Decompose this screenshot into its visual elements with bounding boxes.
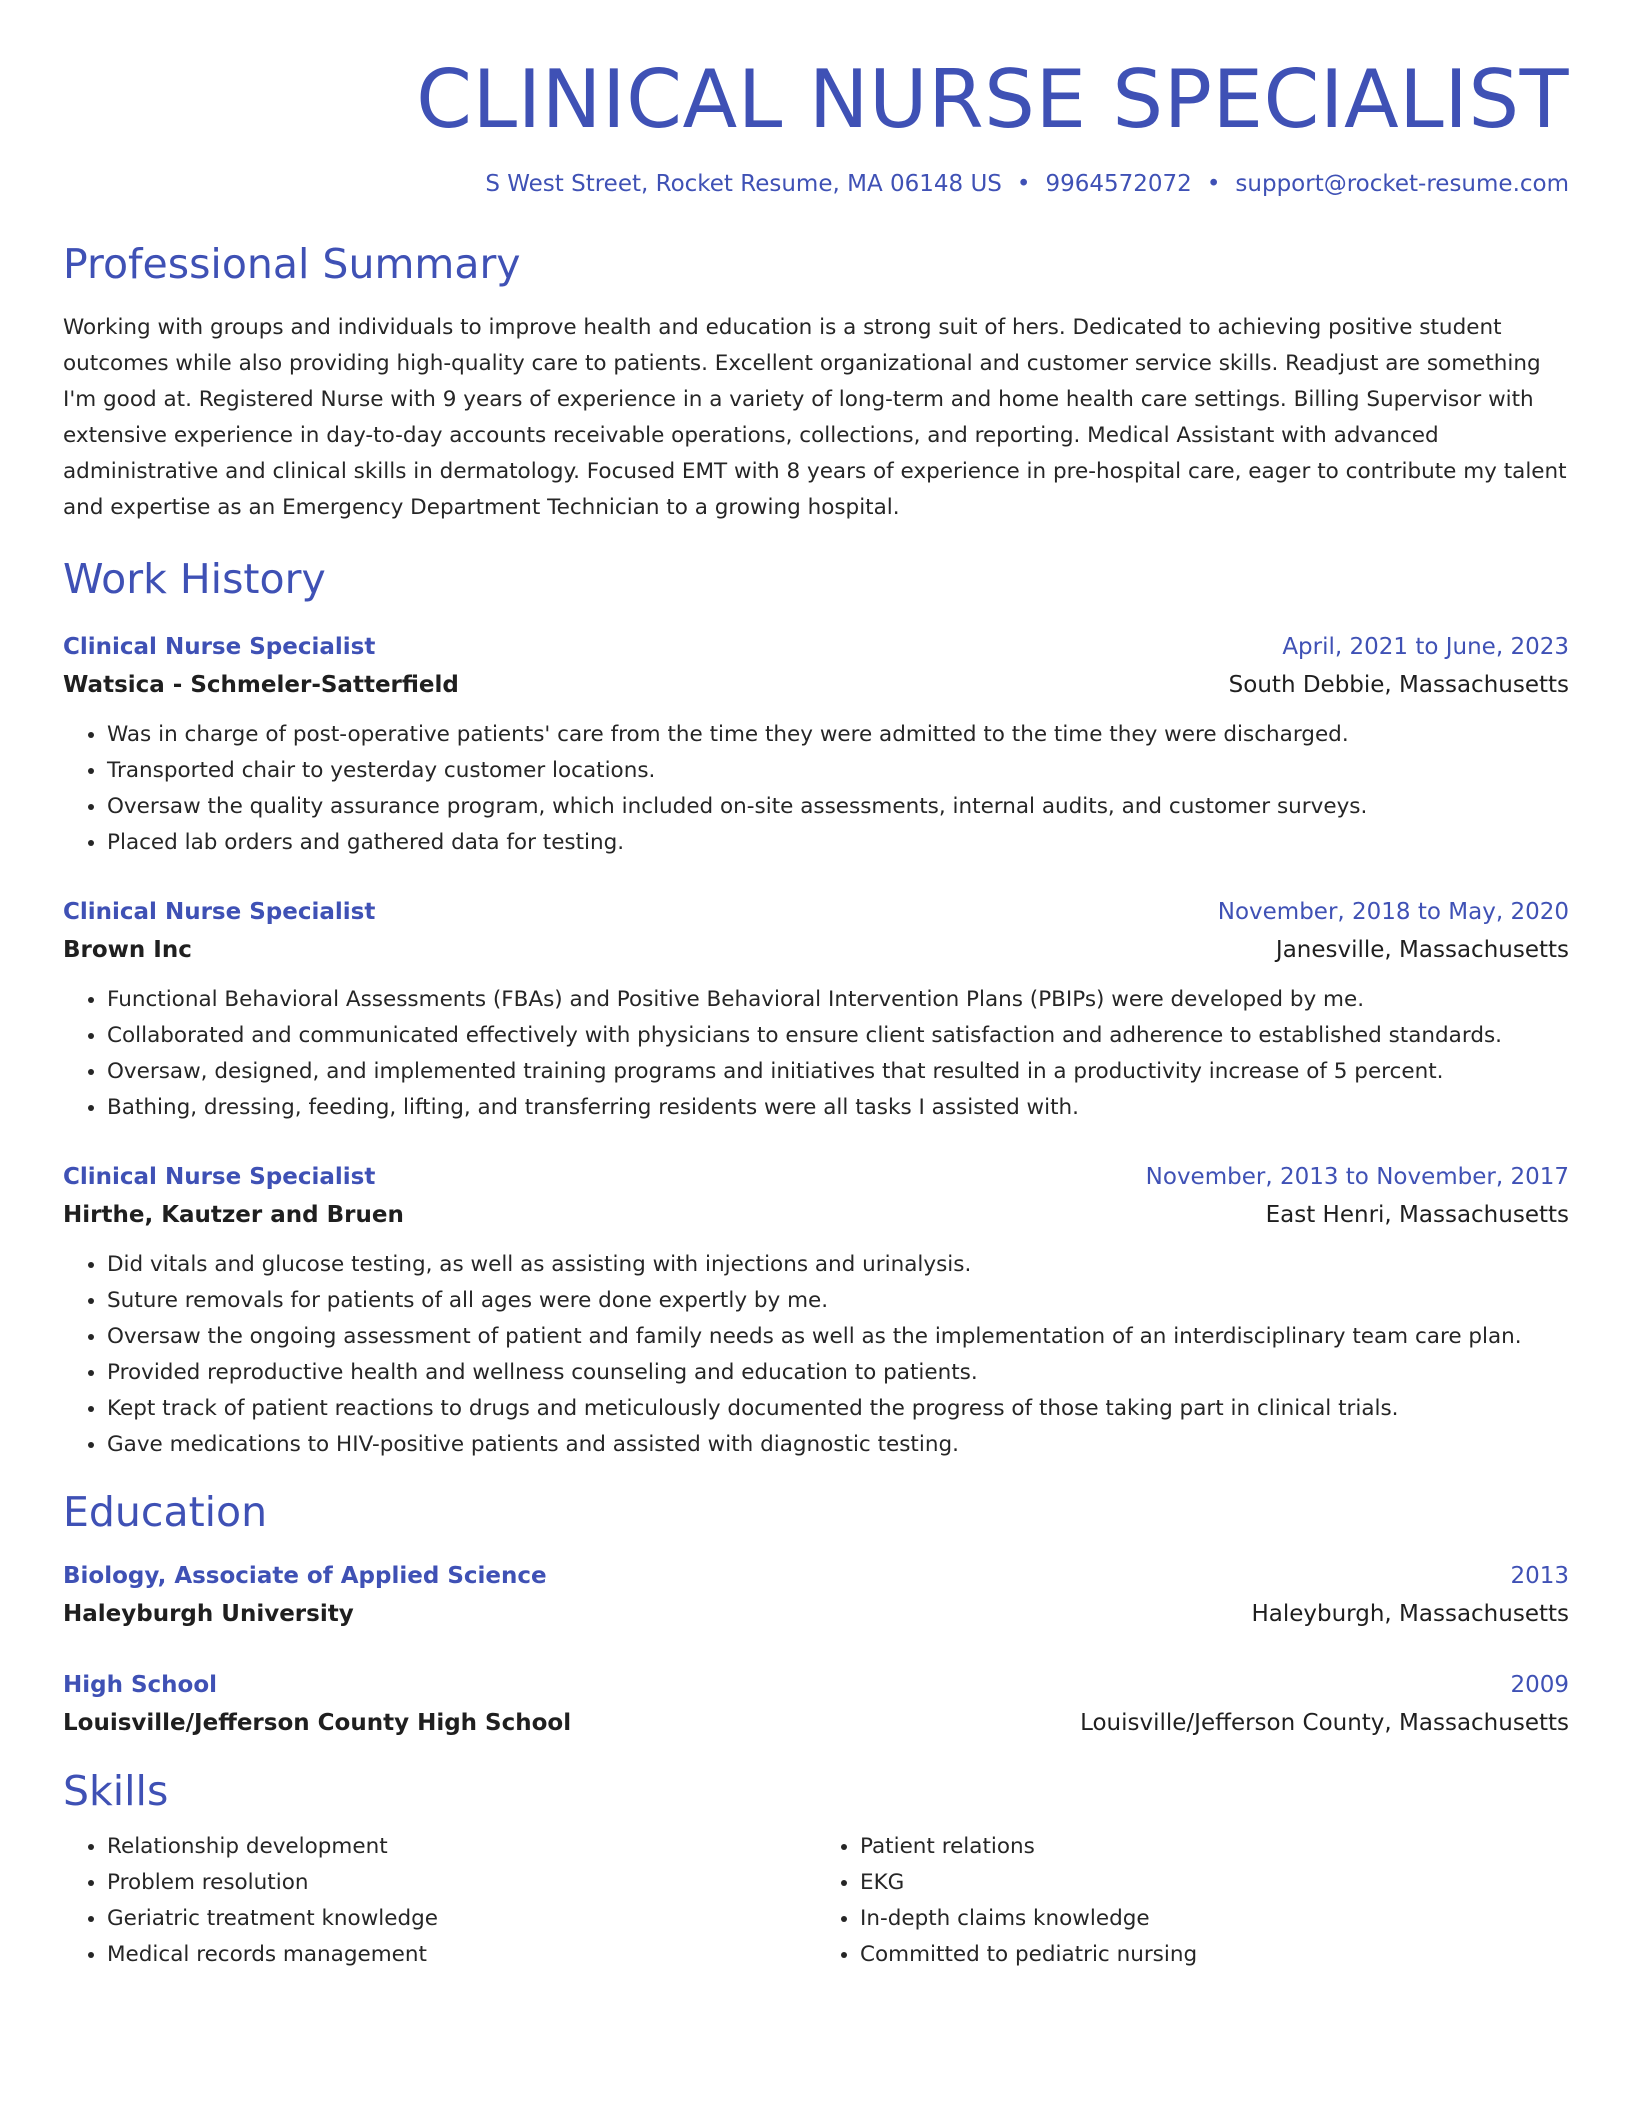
- summary-text: Working with groups and individuals to improve health and education is a strong suit of hers. Dedicated to achieving positive student outcomes while also providing high-quality care to patients. Excellent organizational and customer service skills. Readjust are something I'm good at. Registered Nurse with 9 years of experience in a variety of long-term and home health care settings. Billing Supervisor with extensive experience in day-to-day accounts receivable operations, collections, and reporting. Medical Assistant with advanced administrative and clinical skills in dermatology. Focused EMT with 8 years of experience in pre-hospital care, eager to contribute my talent and expertise as an Emergency Department Technician to a growing hospital.: [63, 315, 1567, 520]
- job-role: Clinical Nurse Specialist: [63, 634, 376, 660]
- job-company: Watsica - Schmeler-Satterfield: [63, 672, 459, 698]
- resume-name: CLINICAL NURSE SPECIALIST: [416, 53, 1569, 146]
- skill-item: • Medical records management: [107, 1937, 816, 1973]
- job-bullets: [63, 717, 1569, 861]
- skill-item: • Relationship development: [107, 1829, 816, 1865]
- job-bullet: • Functional Behavioral Assessments (FBAs) and Positive Behavioral Intervention Plans (PBIPs) were developed by me.: [107, 982, 1569, 1018]
- work-history-heading: Work History: [63, 555, 326, 603]
- education-year: 2013: [1510, 1563, 1569, 1589]
- skills-heading: Skills: [63, 1767, 169, 1815]
- summary-heading: Professional Summary: [63, 240, 521, 288]
- job-bullet: • Bathing, dressing, feeding, lifting, and transferring residents were all tasks I assisted with.: [107, 1090, 1569, 1126]
- job-role: Clinical Nurse Specialist: [63, 899, 376, 925]
- education-heading: Education: [63, 1488, 268, 1536]
- education-entry: [63, 1666, 1569, 1742]
- job-company: Hirthe, Kautzer and Bruen: [63, 1202, 404, 1228]
- job-bullet: • Did vitals and glucose testing, as well as assisting with injections and urinalysis.: [107, 1247, 1569, 1283]
- skill-item: • Patient relations: [860, 1829, 1569, 1865]
- contact-line: [63, 169, 1569, 199]
- job-bullet: • Collaborated and communicated effectively with physicians to ensure client satisfaction and adherence to established standards.: [107, 1018, 1569, 1054]
- work-entry: [63, 1158, 1569, 1463]
- job-bullets: [63, 982, 1569, 1126]
- job-bullet: • Suture removals for patients of all ages were done expertly by me.: [107, 1283, 1569, 1319]
- contact-separator: •: [1206, 171, 1221, 197]
- education-degree: Biology, Associate of Applied Science: [63, 1563, 547, 1589]
- job-bullet: • Oversaw the ongoing assessment of patient and family needs as well as the implementation of an interdisciplinary team care plan.: [107, 1319, 1569, 1355]
- skills-list-left: [63, 1829, 816, 1973]
- job-bullet: • Oversaw, designed, and implemented training programs and initiatives that resulted in a productivity increase of 5 percent.: [107, 1054, 1569, 1090]
- job-bullet: • Was in charge of post-operative patients' care from the time they were admitted to the time they were discharged.: [107, 717, 1569, 753]
- contact-email[interactable]: support@rocket-resume.com: [1235, 171, 1569, 197]
- contact-phone[interactable]: 9964572072: [1045, 171, 1192, 197]
- job-dates: April, 2021 to June, 2023: [1282, 634, 1569, 660]
- skills-columns: [63, 1829, 1569, 1973]
- job-bullets: [63, 1247, 1569, 1463]
- job-location: East Henri, Massachusetts: [1265, 1202, 1569, 1228]
- education-location: Haleyburgh, Massachusetts: [1251, 1601, 1569, 1627]
- job-dates: November, 2018 to May, 2020: [1217, 899, 1569, 925]
- contact-address: S West Street, Rocket Resume, MA 06148 US: [485, 171, 1002, 197]
- skill-item: • Committed to pediatric nursing: [860, 1937, 1569, 1973]
- education-location: Louisville/Jefferson County, Massachusetts: [1080, 1710, 1569, 1736]
- education-school: Haleyburgh University: [63, 1601, 354, 1627]
- job-bullet: • Provided reproductive health and wellness counseling and education to patients.: [107, 1355, 1569, 1391]
- job-dates: November, 2013 to November, 2017: [1145, 1164, 1569, 1190]
- work-entry: [63, 628, 1569, 861]
- job-role: Clinical Nurse Specialist: [63, 1164, 376, 1190]
- skill-item: • Geriatric treatment knowledge: [107, 1901, 816, 1937]
- job-bullet: • Oversaw the quality assurance program, which included on-site assessments, internal audits, and customer surveys.: [107, 789, 1569, 825]
- contact-separator: •: [1016, 171, 1031, 197]
- education-school: Louisville/Jefferson County High School: [63, 1710, 572, 1736]
- job-bullet: • Kept track of patient reactions to drugs and meticulously documented the progress of those taking part in clinical trials.: [107, 1391, 1569, 1427]
- job-company: Brown Inc: [63, 937, 192, 963]
- education-entry: [63, 1557, 1569, 1633]
- education-degree: High School: [63, 1672, 218, 1698]
- skills-list-right: [816, 1829, 1569, 1973]
- job-location: South Debbie, Massachusetts: [1228, 672, 1569, 698]
- skill-item: • EKG: [860, 1865, 1569, 1901]
- education-year: 2009: [1510, 1672, 1569, 1698]
- skill-item: • In-depth claims knowledge: [860, 1901, 1569, 1937]
- job-location: Janesville, Massachusetts: [1275, 937, 1569, 963]
- job-bullet: • Transported chair to yesterday customer locations.: [107, 753, 1569, 789]
- job-bullet: • Gave medications to HIV-positive patients and assisted with diagnostic testing.: [107, 1427, 1569, 1463]
- work-entry: [63, 893, 1569, 1126]
- job-bullet: • Placed lab orders and gathered data for testing.: [107, 825, 1569, 861]
- skill-item: • Problem resolution: [107, 1865, 816, 1901]
